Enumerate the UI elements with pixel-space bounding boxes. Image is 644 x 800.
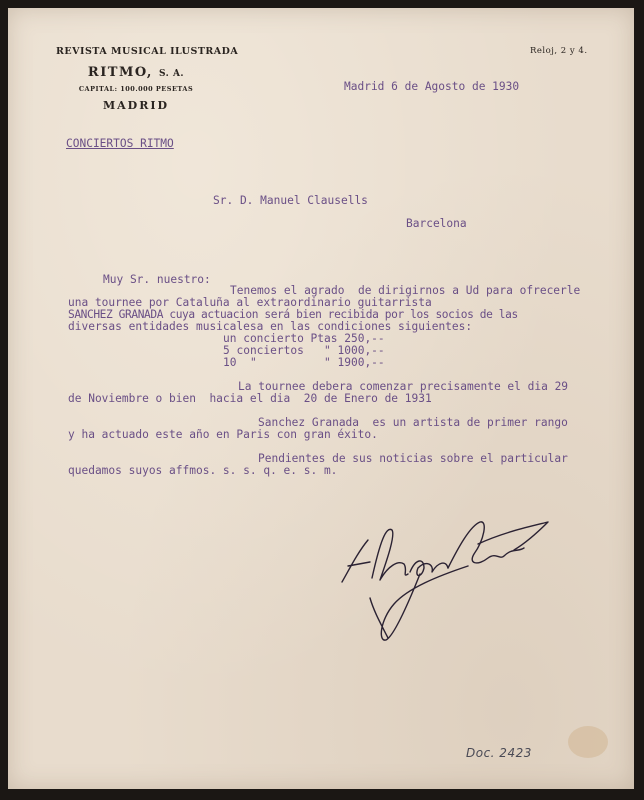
letterhead-publication: REVISTA MUSICAL ILUSTRADA: [56, 46, 239, 57]
paragraph-3-line: y ha actuado este año en Paris con gran éxito.: [68, 428, 378, 441]
letter-date: Madrid 6 de Agosto de 1930: [344, 80, 520, 93]
letterhead-city: MADRID: [102, 99, 170, 112]
condition-line: 5 conciertos " 1000,--: [223, 344, 385, 357]
paragraph-1-line: una tournee por Cataluña al extraordinario guitarrista: [68, 296, 432, 309]
salutation: Muy Sr. nuestro:: [103, 273, 211, 286]
paragraph-3-line: Sanchez Granada es un artista de primer rango: [258, 416, 568, 429]
letterhead-company-name: RITMO,: [87, 65, 153, 80]
paper-stain: [568, 726, 608, 758]
recipient-name: Sr. D. Manuel Clausells: [213, 194, 368, 207]
signature-image: [328, 508, 558, 648]
department-heading: CONCIERTOS RITMO: [66, 137, 174, 150]
letter-page: [8, 8, 634, 789]
condition-line: 10 " " 1900,--: [223, 356, 385, 369]
condition-line: un concierto Ptas 250,--: [223, 332, 385, 345]
letterhead-company-suffix: S. A.: [159, 69, 185, 79]
paragraph-4-line: Pendientes de sus noticias sobre el particular: [258, 452, 568, 465]
paragraph-2-line: de Noviembre o bien hacia el dia 20 de Enero de 1931: [68, 392, 432, 405]
paragraph-1-line: SANCHEZ GRANADA cuya actuacion será bien recibida por los socios de las: [68, 308, 518, 321]
letterhead-capital: CAPITAL: 100.000 PESETAS: [78, 85, 194, 93]
paragraph-1-line: Tenemos el agrado de dirigirnos a Ud para ofrecerle: [230, 284, 581, 297]
letterhead-address: Reloj, 2 y 4.: [530, 46, 588, 56]
archive-document-number: Doc. 2423: [466, 746, 532, 760]
paragraph-2-line: La tournee debera comenzar precisamente el dia 29: [238, 380, 569, 393]
paragraph-1-line: diversas entidades musicalesa en las condiciones siguientes:: [68, 320, 473, 333]
letterhead-company: [56, 65, 216, 80]
recipient-city: Barcelona: [406, 217, 467, 230]
paragraph-4-line: quedamos suyos affmos. s. s. q. e. s. m.: [68, 464, 338, 477]
